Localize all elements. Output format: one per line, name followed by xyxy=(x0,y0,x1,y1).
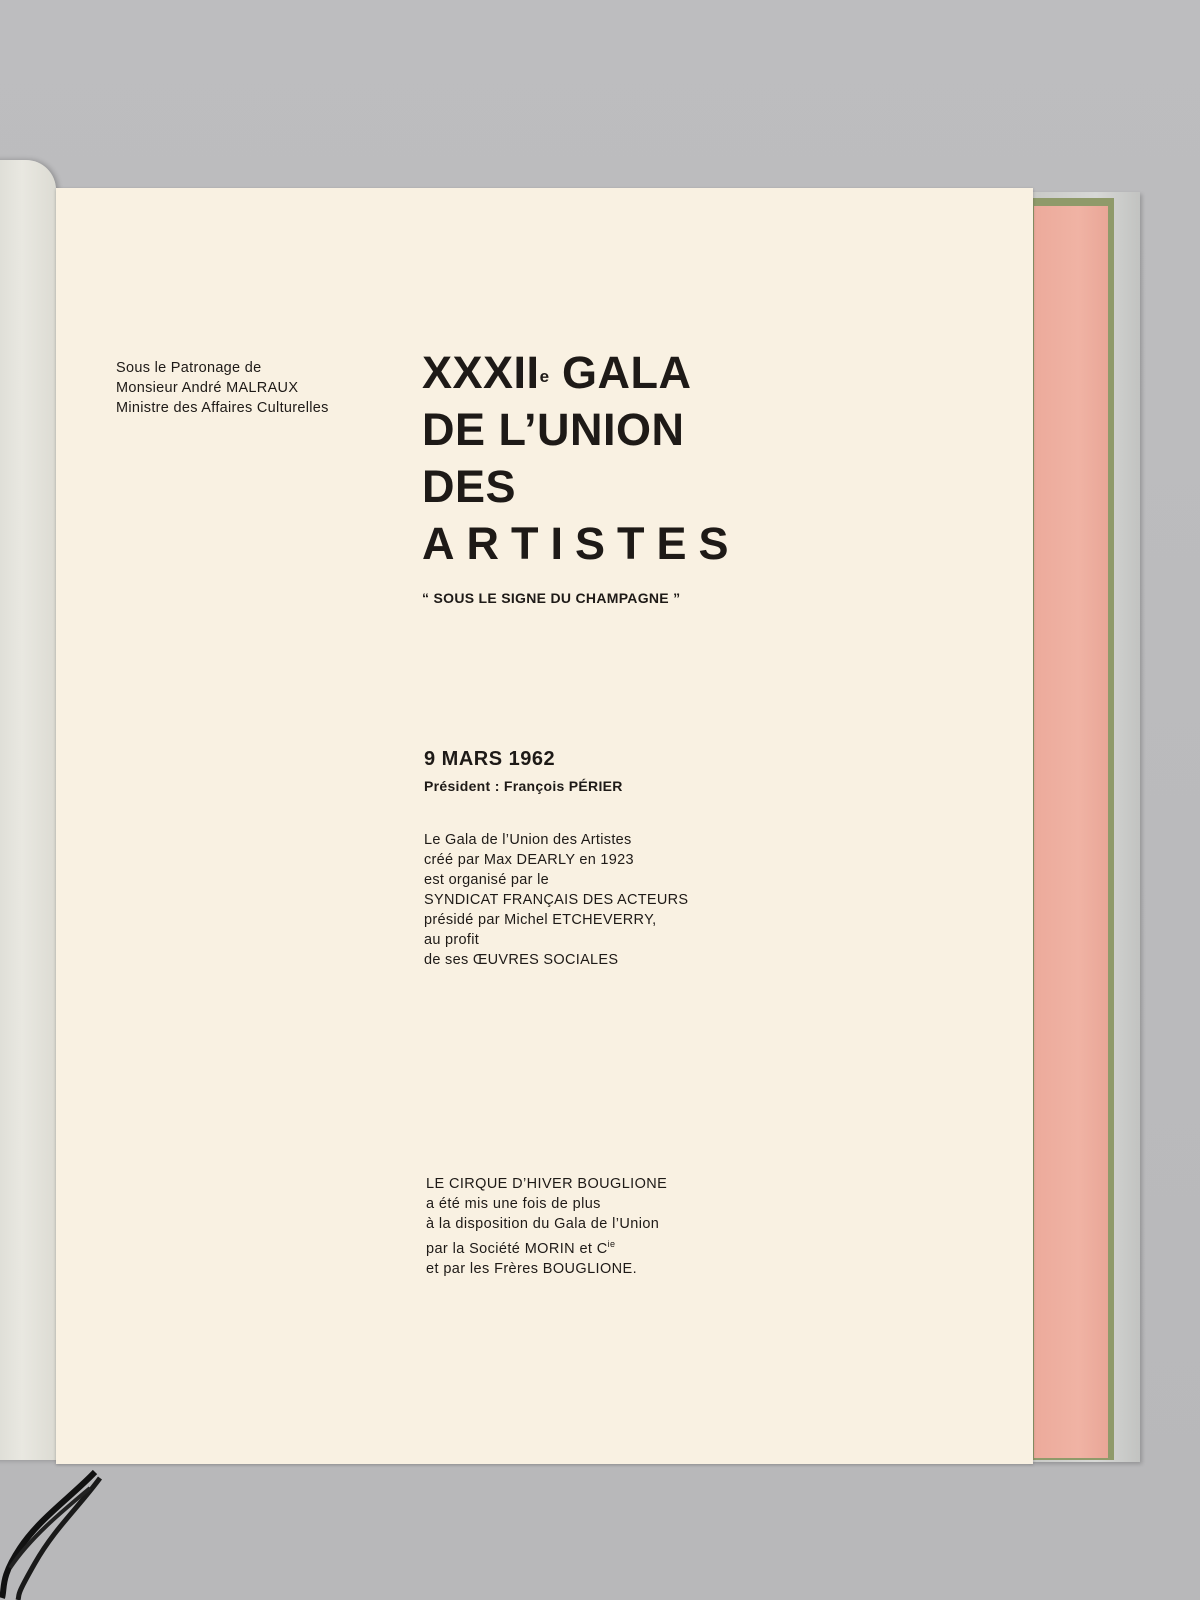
bookmark-cord xyxy=(0,1468,110,1600)
cirque-info-line: a été mis une fois de plus xyxy=(426,1196,601,1212)
title-line-2: DE L’UNION xyxy=(422,404,685,455)
patronage-line: Monsieur André MALRAUX xyxy=(116,380,299,396)
gala-info-line: SYNDICAT FRANÇAIS DES ACTEURS xyxy=(424,892,689,908)
left-page-edge xyxy=(0,160,56,1460)
gala-info-line: Le Gala de l’Union des Artistes xyxy=(424,832,632,848)
subtitle: “ SOUS LE SIGNE DU CHAMPAGNE ” xyxy=(422,590,681,606)
gala-info-block xyxy=(424,830,688,970)
gala-title xyxy=(422,344,741,572)
patronage-line: Ministre des Affaires Culturelles xyxy=(116,400,329,416)
cirque-info-line: à la disposition du Gala de l’Union xyxy=(426,1216,660,1232)
gala-info-line: de ses ŒUVRES SOCIALES xyxy=(424,952,619,968)
title-gala: GALA xyxy=(549,347,692,398)
cirque-info-line: et par les Frères BOUGLIONE. xyxy=(426,1260,638,1277)
pink-flyleaf xyxy=(1034,206,1108,1458)
gala-info-line: est organisé par le xyxy=(424,872,549,888)
title-line-1 xyxy=(422,344,741,401)
cirque-info-block xyxy=(426,1174,667,1279)
patronage-block xyxy=(116,358,329,418)
title-line-3: DES xyxy=(422,461,517,512)
cirque-info-line: LE CIRQUE D’HIVER BOUGLIONE xyxy=(426,1176,668,1192)
cirque-info-text: par la Société MORIN et C xyxy=(426,1240,608,1257)
title-line-4: ARTISTES xyxy=(422,518,741,569)
title-superscript: e xyxy=(539,367,550,386)
gala-info-line: présidé par Michel ETCHEVERRY, xyxy=(424,912,657,928)
cirque-info-line xyxy=(426,1234,667,1259)
patronage-line: Sous le Patronage de xyxy=(116,360,262,376)
cirque-info-superscript: ie xyxy=(607,1239,616,1249)
title-numeral: XXXII xyxy=(422,347,540,398)
gala-info-line: créé par Max DEARLY en 1923 xyxy=(424,852,634,868)
title-page xyxy=(56,188,1033,1464)
event-president: Président : François PÉRIER xyxy=(424,778,623,794)
event-date: 9 MARS 1962 xyxy=(424,748,556,770)
gala-info-line: au profit xyxy=(424,932,480,948)
